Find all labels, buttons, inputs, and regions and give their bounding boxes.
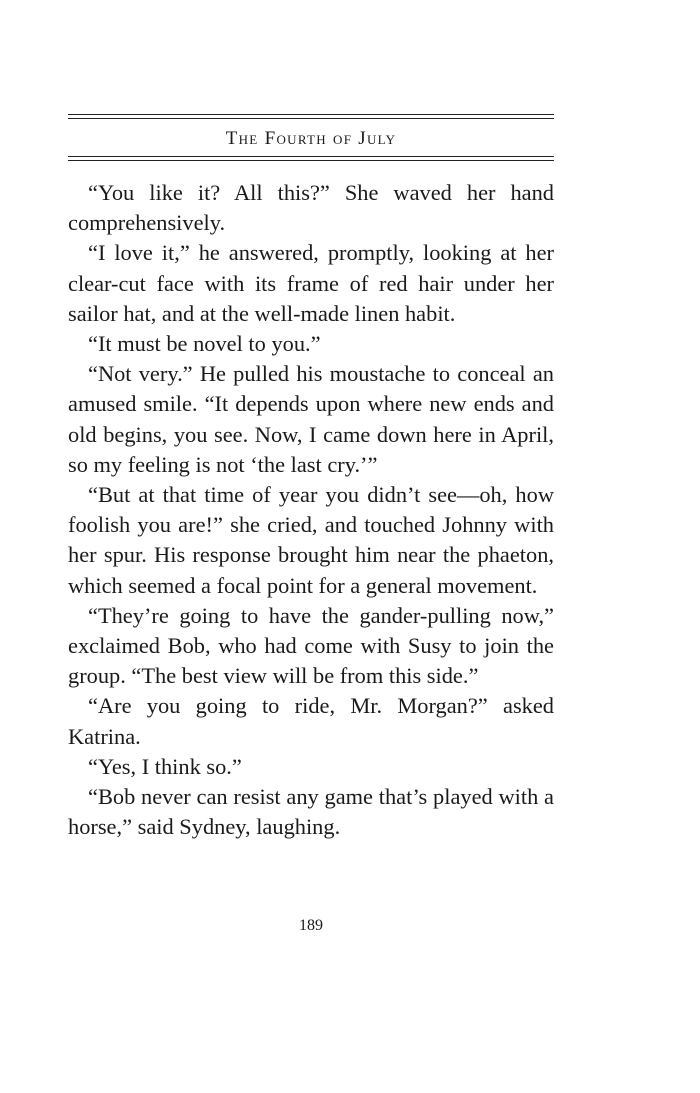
paragraph: “It must be novel to you.”	[88, 331, 321, 357]
header-bottom-rule	[68, 156, 554, 161]
paragraph: “Bob never can resist any game that’s played with a horse,” said Sydney, laughing.	[68, 784, 554, 840]
paragraph: “Are you going to ride, Mr. Morgan?” asked Katrina.	[68, 693, 554, 749]
paragraph: “But at that time of year you didn’t see—oh, how foolish you are!” she cried, and touched Johnny with her spur. His response brought him near the phaeton, which seemed a focal point for a general movement.	[68, 482, 554, 598]
body-text	[68, 178, 554, 842]
paragraph: “You like it? All this?” She waved her hand comprehensively.	[68, 180, 554, 236]
page-number: 189	[299, 917, 323, 934]
paragraph: “Not very.” He pulled his moustache to conceal an amused smile. “It depends upon where new ends and old begins, you see. Now, I came down here in April, so my feeling is not ‘the last cry.’”	[68, 361, 554, 477]
running-head: The Fourth of July	[225, 128, 397, 149]
paragraph: “Yes, I think so.”	[88, 753, 242, 779]
paragraph: “They’re going to have the gander-pulling now,” exclaimed Bob, who had come with Susy to join the group. “The best view will be from this side.”	[68, 602, 554, 689]
paragraph: “I love it,” he answered, promptly, looking at her clear-cut face with its frame of red hair under her sailor hat, and at the well-made linen habit.	[68, 240, 554, 326]
header-top-rule	[68, 114, 554, 119]
